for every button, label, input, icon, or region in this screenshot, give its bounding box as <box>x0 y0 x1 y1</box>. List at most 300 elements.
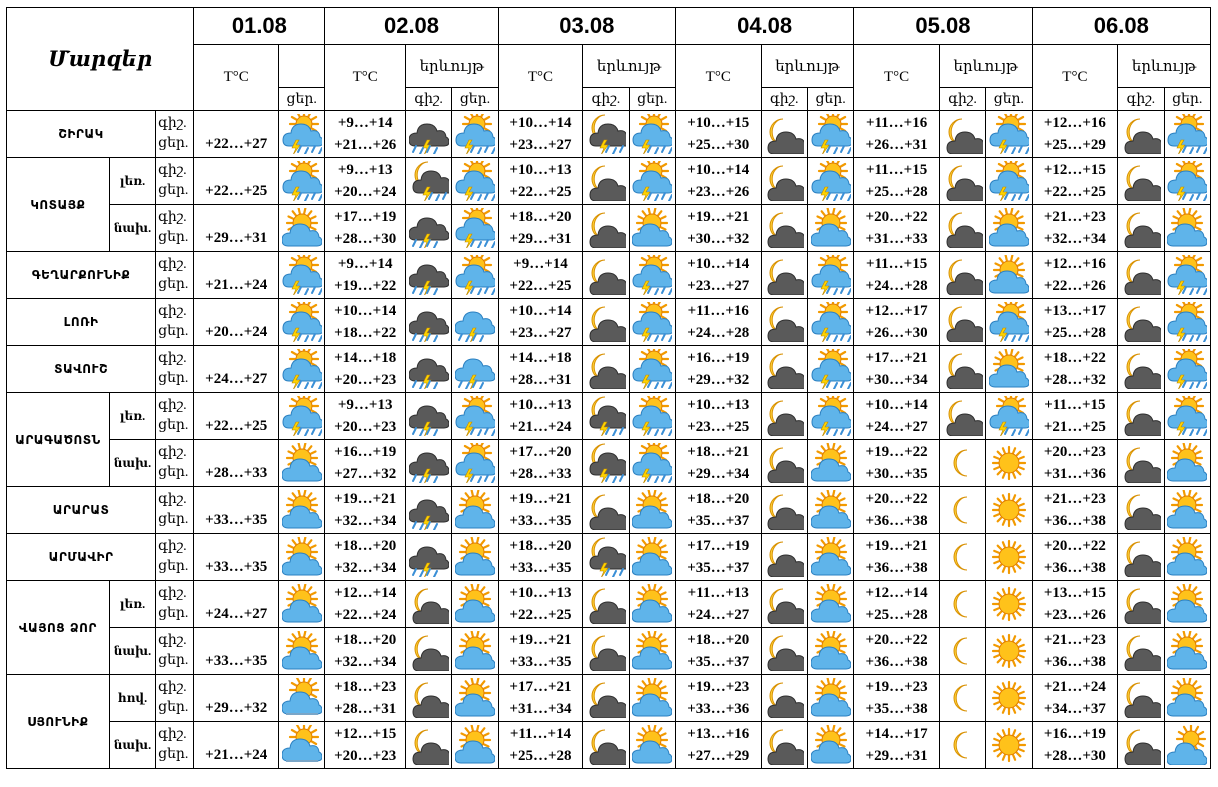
moon-cloud-icon <box>939 158 985 205</box>
temperature-cell <box>854 158 940 205</box>
sun-cloud-icon <box>986 252 1032 299</box>
temperature-cell <box>675 534 761 581</box>
region-column-header: Մարզեր <box>7 8 194 111</box>
moon-cloud-icon <box>761 252 807 299</box>
temperature-cell <box>325 158 406 205</box>
night-temperature: +10…+13 <box>509 162 572 178</box>
moon-cloud-icon <box>761 487 807 534</box>
night-temperature: +20…+22 <box>865 632 928 648</box>
sun-cloud-icon <box>1164 205 1210 252</box>
moon-icon <box>939 628 985 675</box>
sun-cloud-storm-icon <box>986 158 1032 205</box>
day-temperature: +27…+29 <box>687 748 750 764</box>
phenomenon-header: երևույթ <box>939 45 1032 88</box>
night-temperature: +11…+13 <box>687 585 749 601</box>
temperature-cell <box>675 675 761 722</box>
night-temperature: +12…+16 <box>1043 256 1106 272</box>
day-label: ցեր. <box>807 88 853 111</box>
temperature-cell <box>194 534 279 581</box>
sun-cloud-storm-icon <box>452 158 498 205</box>
sun-cloud-icon <box>986 205 1032 252</box>
night-label: գիշ. <box>158 351 187 366</box>
sun-icon <box>986 581 1032 628</box>
moon-cloud-icon <box>1118 346 1164 393</box>
day-temperature: +29…+31 <box>205 230 268 246</box>
sun-cloud-icon <box>1164 581 1210 628</box>
day-temperature: +23…+26 <box>1043 607 1106 623</box>
day-label: ցեր. <box>158 136 189 151</box>
night-label: գիշ. <box>761 88 807 111</box>
temperature-cell <box>1032 628 1118 675</box>
day-temperature: +36…+38 <box>865 654 928 670</box>
temperature-cell <box>1032 534 1118 581</box>
temperature-cell <box>498 675 583 722</box>
sun-cloud-icon <box>629 487 675 534</box>
sun-cloud-storm-icon <box>986 393 1032 440</box>
day-temperature: +22…+25 <box>509 278 572 294</box>
night-temperature: +19…+21 <box>865 538 928 554</box>
temperature-cell <box>194 675 279 722</box>
subregion-name: նախ. <box>109 205 155 252</box>
temperature-cell <box>1032 158 1118 205</box>
sun-cloud-storm-icon <box>807 393 853 440</box>
sun-cloud-icon <box>807 628 853 675</box>
sun-cloud-storm-icon <box>807 346 853 393</box>
day-temperature: +21…+24 <box>205 277 268 293</box>
night-temperature: +9…+14 <box>513 256 568 272</box>
temperature-cell <box>194 722 279 769</box>
temperature-cell <box>854 299 940 346</box>
moon-cloud-icon <box>939 252 985 299</box>
region-name: ԼՈՌԻ <box>7 299 156 346</box>
night-label: գիշ. <box>158 304 187 319</box>
moon-cloud-storm-icon <box>583 440 629 487</box>
moon-cloud-icon <box>939 205 985 252</box>
temperature-cell <box>675 440 761 487</box>
sun-cloud-haze-icon <box>279 722 325 769</box>
day-temperature: +33…+35 <box>509 513 572 529</box>
night-temperature: +20…+22 <box>865 491 928 507</box>
day-temperature: +19…+22 <box>334 278 397 294</box>
night-temperature: +20…+22 <box>1043 538 1106 554</box>
temperature-cell <box>1032 299 1118 346</box>
night-day-labels <box>156 346 194 393</box>
temperature-cell <box>675 346 761 393</box>
moon-icon <box>939 487 985 534</box>
table-row <box>7 628 1211 675</box>
day-label: ցեր. <box>158 371 189 386</box>
sun-cloud-storm-icon <box>1164 252 1210 299</box>
forecast-table <box>6 7 1211 769</box>
moon-cloud-icon <box>583 252 629 299</box>
moon-icon <box>939 581 985 628</box>
cloud-storm-icon <box>405 252 451 299</box>
temperature-cell <box>325 722 406 769</box>
day-temperature: +23…+27 <box>509 325 572 341</box>
temperature-cell <box>854 346 940 393</box>
sun-cloud-icon <box>452 722 498 769</box>
night-label: գիշ. <box>158 727 187 742</box>
day-temperature: +23…+25 <box>687 419 750 435</box>
night-temperature: +17…+21 <box>509 679 572 695</box>
date-header: 05.08 <box>854 8 1032 45</box>
moon-cloud-icon <box>761 346 807 393</box>
region-name: ԿՈՏԱՅՔ <box>7 158 110 252</box>
sun-cloud-icon <box>279 487 325 534</box>
day-temperature: +32…+34 <box>334 560 397 576</box>
night-temperature: +17…+19 <box>687 538 750 554</box>
temp-header: T°C <box>325 45 406 111</box>
subregion-name: լեռ. <box>109 393 155 440</box>
sun-cloud-storm-icon <box>452 205 498 252</box>
temperature-cell <box>194 158 279 205</box>
sun-cloud-icon <box>629 534 675 581</box>
table-row <box>7 346 1211 393</box>
date-header: 03.08 <box>498 8 675 45</box>
table-row <box>7 675 1211 722</box>
night-day-labels <box>156 299 194 346</box>
moon-cloud-icon <box>1118 722 1164 769</box>
sun-cloud-icon <box>807 534 853 581</box>
day-temperature: +23…+26 <box>687 184 750 200</box>
moon-cloud-icon <box>405 675 451 722</box>
night-temperature: +16…+19 <box>687 350 750 366</box>
temperature-cell <box>498 393 583 440</box>
phenomenon-header: երևույթ <box>1118 45 1211 88</box>
day-temperature: +20…+23 <box>334 372 397 388</box>
day-temperature: +20…+23 <box>334 419 397 435</box>
day-temperature: +28…+31 <box>509 372 572 388</box>
night-temperature: +11…+15 <box>1044 397 1106 413</box>
day-label: ցեր. <box>158 559 189 574</box>
night-temperature: +18…+21 <box>687 444 750 460</box>
temperature-cell <box>1032 581 1118 628</box>
temperature-cell <box>854 393 940 440</box>
date-header: 02.08 <box>325 8 498 45</box>
day-temperature: +28…+30 <box>1043 748 1106 764</box>
moon-icon <box>939 722 985 769</box>
day-temperature: +36…+38 <box>1043 654 1106 670</box>
night-temperature: +19…+21 <box>334 491 397 507</box>
day-label: ցեր. <box>279 88 325 111</box>
sun-icon <box>986 675 1032 722</box>
day-label: ցեր. <box>629 88 675 111</box>
day-temperature: +26…+30 <box>865 325 928 341</box>
night-temperature: +10…+14 <box>334 303 397 319</box>
night-temperature: +18…+22 <box>1043 350 1106 366</box>
temperature-cell <box>854 675 940 722</box>
sun-cloud-haze-icon <box>279 675 325 722</box>
day-temperature: +22…+25 <box>205 418 268 434</box>
night-label: գիշ. <box>158 445 187 460</box>
night-temperature: +21…+24 <box>1043 679 1106 695</box>
moon-cloud-storm-icon <box>583 534 629 581</box>
cloud-storm-icon <box>405 393 451 440</box>
temperature-cell <box>194 111 279 158</box>
region-name: ՎԱՅՈՑ ՁՈՐ <box>7 581 110 675</box>
moon-cloud-icon <box>1118 111 1164 158</box>
moon-cloud-icon <box>939 346 985 393</box>
night-temperature: +19…+21 <box>509 491 572 507</box>
night-label: գիշ. <box>158 633 187 648</box>
night-temperature: +14…+18 <box>334 350 397 366</box>
sun-cloud-icon <box>279 440 325 487</box>
day-temperature: +33…+35 <box>205 512 268 528</box>
temperature-cell <box>325 393 406 440</box>
table-row <box>7 205 1211 252</box>
night-temperature: +21…+23 <box>1043 491 1106 507</box>
subregion-name: լեռ. <box>109 158 155 205</box>
sun-icon <box>986 628 1032 675</box>
night-temperature: +12…+15 <box>334 726 397 742</box>
day-temperature: +29…+32 <box>205 700 268 716</box>
date-header: 06.08 <box>1032 8 1210 45</box>
sun-cloud-icon <box>807 722 853 769</box>
cloud-sun-icon <box>1164 722 1210 769</box>
temperature-cell <box>675 581 761 628</box>
day-temperature: +30…+35 <box>865 466 928 482</box>
table-row <box>7 581 1211 628</box>
day-temperature: +22…+24 <box>334 607 397 623</box>
table-row <box>7 440 1211 487</box>
day-temperature: +32…+34 <box>1043 231 1106 247</box>
moon-cloud-icon <box>939 111 985 158</box>
temperature-cell <box>854 111 940 158</box>
date-header: 01.08 <box>194 8 325 45</box>
temperature-cell <box>854 722 940 769</box>
night-temperature: +14…+17 <box>865 726 928 742</box>
night-day-labels <box>156 205 194 252</box>
night-temperature: +17…+20 <box>509 444 572 460</box>
night-label: գիշ. <box>158 539 187 554</box>
day-temperature: +33…+35 <box>509 654 572 670</box>
moon-icon <box>939 675 985 722</box>
date-header: 04.08 <box>675 8 853 45</box>
night-temperature: +18…+20 <box>334 538 397 554</box>
night-label: գիշ. <box>158 116 187 131</box>
day-temperature: +21…+26 <box>334 137 397 153</box>
day-temperature: +36…+38 <box>1043 560 1106 576</box>
temperature-cell <box>1032 440 1118 487</box>
night-temperature: +20…+22 <box>865 209 928 225</box>
temperature-cell <box>498 628 583 675</box>
night-day-labels <box>156 534 194 581</box>
night-temperature: +12…+16 <box>1043 115 1106 131</box>
moon-cloud-icon <box>583 675 629 722</box>
temp-header: T°C <box>498 45 583 111</box>
region-name: ԱՐԱՐԱՏ <box>7 487 156 534</box>
moon-cloud-icon <box>583 581 629 628</box>
night-temperature: +18…+23 <box>334 679 397 695</box>
sun-cloud-storm-icon <box>452 252 498 299</box>
temperature-cell <box>675 487 761 534</box>
moon-cloud-icon <box>761 299 807 346</box>
day-label: ցեր. <box>158 183 189 198</box>
moon-cloud-icon <box>583 299 629 346</box>
cloud-storm-icon <box>405 487 451 534</box>
day-temperature: +21…+24 <box>509 419 572 435</box>
day-temperature: +30…+32 <box>687 231 750 247</box>
sun-cloud-storm-icon <box>1164 393 1210 440</box>
temperature-cell <box>1032 675 1118 722</box>
phenomenon-header-empty <box>279 45 325 88</box>
table-row <box>7 158 1211 205</box>
moon-cloud-icon <box>583 158 629 205</box>
night-temperature: +9…+13 <box>337 397 393 413</box>
night-temperature: +13…+15 <box>1043 585 1106 601</box>
sun-cloud-icon <box>629 628 675 675</box>
day-temperature: +24…+27 <box>205 371 268 387</box>
temperature-cell <box>325 581 406 628</box>
night-temperature: +18…+20 <box>509 538 572 554</box>
night-temperature: +18…+20 <box>509 209 572 225</box>
table-row <box>7 534 1211 581</box>
temperature-cell <box>498 440 583 487</box>
moon-cloud-icon <box>1118 393 1164 440</box>
day-temperature: +35…+38 <box>865 701 928 717</box>
night-temperature: +11…+15 <box>865 162 928 178</box>
day-temperature: +23…+27 <box>687 278 750 294</box>
temperature-cell <box>194 393 279 440</box>
night-temperature: +9…+14 <box>337 256 393 272</box>
sun-icon <box>986 487 1032 534</box>
night-temperature: +10…+13 <box>509 585 572 601</box>
subregion-name: նախ. <box>109 440 155 487</box>
temperature-cell <box>194 205 279 252</box>
region-name: ԱՐԱԳԱԾՈՏՆ <box>7 393 110 487</box>
night-label: գիշ. <box>158 210 187 225</box>
night-label: գիշ. <box>405 88 451 111</box>
sun-cloud-icon <box>1164 675 1210 722</box>
moon-cloud-icon <box>583 205 629 252</box>
temperature-cell <box>854 440 940 487</box>
subregion-name: լեռ. <box>109 581 155 628</box>
day-temperature: +28…+32 <box>1043 372 1106 388</box>
sun-cloud-icon <box>807 440 853 487</box>
day-temperature: +28…+33 <box>205 465 268 481</box>
cloud-storm-icon <box>405 534 451 581</box>
temperature-cell <box>675 158 761 205</box>
subregion-name: նախ. <box>109 628 155 675</box>
temperature-cell <box>498 205 583 252</box>
sun-cloud-icon <box>807 675 853 722</box>
night-temperature: +18…+20 <box>334 632 397 648</box>
temperature-cell <box>325 299 406 346</box>
cloud-rain-storm-icon <box>452 346 498 393</box>
region-name: ՇԻՐԱԿ <box>7 111 156 158</box>
day-temperature: +20…+24 <box>334 184 397 200</box>
night-day-labels <box>156 111 194 158</box>
night-temperature: +19…+21 <box>687 209 750 225</box>
table-row <box>7 487 1211 534</box>
day-temperature: +18…+22 <box>334 325 397 341</box>
day-temperature: +21…+24 <box>205 747 268 763</box>
moon-cloud-icon <box>1118 487 1164 534</box>
cloud-storm-icon <box>405 299 451 346</box>
temperature-cell <box>1032 346 1118 393</box>
day-label: ցեր. <box>158 418 189 433</box>
day-temperature: +28…+30 <box>334 231 397 247</box>
sun-cloud-icon <box>452 487 498 534</box>
temperature-cell <box>194 487 279 534</box>
day-temperature: +33…+35 <box>205 559 268 575</box>
night-label: գիշ. <box>583 88 629 111</box>
sun-cloud-storm-icon <box>452 111 498 158</box>
night-temperature: +10…+15 <box>687 115 750 131</box>
sun-cloud-icon <box>1164 628 1210 675</box>
night-temperature: +21…+23 <box>1043 209 1106 225</box>
moon-cloud-icon <box>761 675 807 722</box>
night-temperature: +10…+13 <box>687 397 750 413</box>
sun-cloud-storm-icon <box>629 393 675 440</box>
moon-cloud-icon <box>405 581 451 628</box>
table-row <box>7 393 1211 440</box>
sun-cloud-icon <box>1164 487 1210 534</box>
sun-cloud-storm-icon <box>629 346 675 393</box>
temperature-cell <box>325 111 406 158</box>
day-temperature: +21…+25 <box>1043 419 1106 435</box>
sun-cloud-storm-icon <box>1164 158 1210 205</box>
moon-cloud-icon <box>1118 299 1164 346</box>
temperature-cell <box>498 158 583 205</box>
cloud-storm-icon <box>405 111 451 158</box>
sun-cloud-icon <box>1164 440 1210 487</box>
temperature-cell <box>1032 487 1118 534</box>
sun-cloud-storm-icon <box>279 393 325 440</box>
moon-cloud-icon <box>939 393 985 440</box>
table-row <box>7 252 1211 299</box>
sun-cloud-icon <box>629 581 675 628</box>
day-temperature: +29…+31 <box>509 231 572 247</box>
day-label: ցեր. <box>158 606 189 621</box>
temp-header: T°C <box>1032 45 1118 111</box>
day-label: ցեր. <box>158 747 189 762</box>
night-label: գիշ. <box>939 88 985 111</box>
region-name: ՍՅՈՒՆԻՔ <box>7 675 110 769</box>
sun-cloud-icon <box>807 205 853 252</box>
night-temperature: +12…+17 <box>865 303 928 319</box>
day-temperature: +24…+27 <box>687 607 750 623</box>
night-temperature: +12…+15 <box>1043 162 1106 178</box>
sun-cloud-storm-icon <box>986 111 1032 158</box>
temperature-cell <box>675 722 761 769</box>
temperature-cell <box>498 299 583 346</box>
moon-cloud-icon <box>1118 205 1164 252</box>
day-temperature: +31…+33 <box>865 231 928 247</box>
night-label: գիշ. <box>158 163 187 178</box>
night-label: գիշ. <box>1118 88 1164 111</box>
night-day-labels <box>156 440 194 487</box>
moon-cloud-icon <box>1118 581 1164 628</box>
day-temperature: +33…+36 <box>687 701 750 717</box>
moon-cloud-icon <box>1118 440 1164 487</box>
day-label: ցեր. <box>158 324 189 339</box>
temperature-cell <box>1032 111 1118 158</box>
day-temperature: +23…+27 <box>509 137 572 153</box>
sun-cloud-icon <box>1164 534 1210 581</box>
moon-cloud-icon <box>583 722 629 769</box>
moon-cloud-storm-icon <box>583 111 629 158</box>
day-temperature: +22…+25 <box>1043 184 1106 200</box>
moon-icon <box>939 534 985 581</box>
day-temperature: +35…+37 <box>687 560 750 576</box>
day-temperature: +29…+31 <box>865 748 928 764</box>
table-row <box>7 722 1211 769</box>
temp-header: T°C <box>675 45 761 111</box>
day-temperature: +31…+36 <box>1043 466 1106 482</box>
sun-cloud-storm-icon <box>452 393 498 440</box>
day-temperature: +25…+29 <box>1043 137 1106 153</box>
